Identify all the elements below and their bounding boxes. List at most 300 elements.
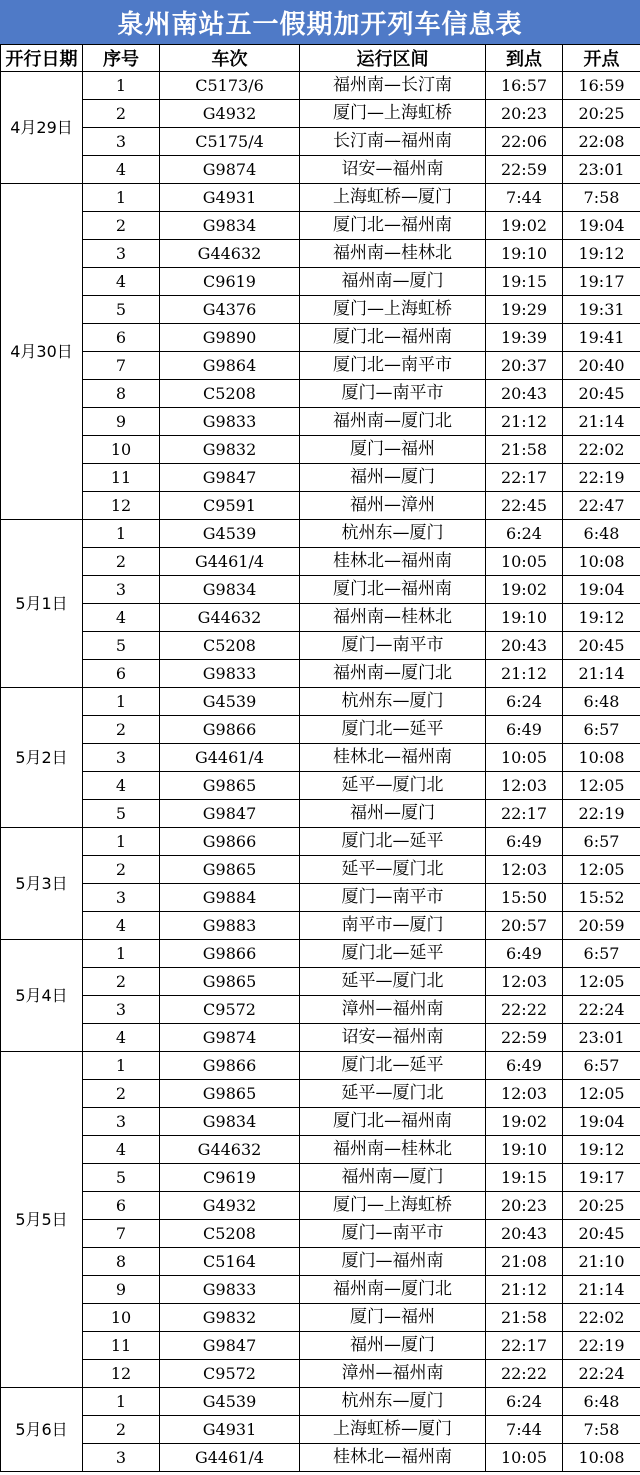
arrival-time-cell: 20:43 [486,380,563,408]
departure-time-cell: 12:05 [563,856,640,884]
route-cell: 桂林北—福州南 [300,744,486,772]
train-number-cell: G4376 [160,296,300,324]
header-route: 运行区间 [300,45,486,72]
train-number-cell: G9866 [160,716,300,744]
departure-time-cell: 21:14 [563,1276,640,1304]
route-cell: 厦门—南平市 [300,884,486,912]
departure-time-cell: 21:10 [563,1248,640,1276]
departure-time-cell: 19:12 [563,604,640,632]
train-number-cell: G9865 [160,1080,300,1108]
route-cell: 桂林北—福州南 [300,1444,486,1472]
departure-time-cell: 19:04 [563,576,640,604]
train-number-cell: G9865 [160,968,300,996]
departure-time-cell: 22:24 [563,996,640,1024]
table-row [1,156,640,184]
arrival-time-cell: 21:58 [486,436,563,464]
row-index-cell: 2 [83,1080,160,1108]
train-number-cell: G9865 [160,856,300,884]
arrival-time-cell: 22:22 [486,996,563,1024]
table-row [1,240,640,268]
table-row [1,632,640,660]
arrival-time-cell: 20:43 [486,632,563,660]
train-number-cell: G44632 [160,604,300,632]
route-cell: 福州—厦门 [300,800,486,828]
route-cell: 杭州东—厦门 [300,520,486,548]
arrival-time-cell: 20:23 [486,100,563,128]
train-schedule-table [0,44,640,1472]
route-cell: 延平—厦门北 [300,856,486,884]
route-cell: 福州—漳州 [300,492,486,520]
table-row [1,744,640,772]
header-date: 开行日期 [1,45,83,72]
departure-time-cell: 12:05 [563,1080,640,1108]
table-row [1,548,640,576]
departure-time-cell: 20:40 [563,352,640,380]
arrival-time-cell: 22:59 [486,156,563,184]
arrival-time-cell: 6:24 [486,520,563,548]
table-row [1,520,640,548]
departure-time-cell: 22:19 [563,464,640,492]
arrival-time-cell: 21:12 [486,408,563,436]
train-number-cell: G4932 [160,1192,300,1220]
travel-date-cell: 5月1日 [1,520,83,688]
train-number-cell: G4539 [160,688,300,716]
train-number-cell: G9832 [160,436,300,464]
route-cell: 福州南—桂林北 [300,1136,486,1164]
route-cell: 厦门—上海虹桥 [300,296,486,324]
row-index-cell: 4 [83,156,160,184]
route-cell: 福州—厦门 [300,1332,486,1360]
arrival-time-cell: 22:59 [486,1024,563,1052]
travel-date-cell: 5月4日 [1,940,83,1052]
route-cell: 南平市—厦门 [300,912,486,940]
departure-time-cell: 12:05 [563,772,640,800]
row-index-cell: 2 [83,968,160,996]
table-row [1,1220,640,1248]
header-train-number: 车次 [160,45,300,72]
arrival-time-cell: 21:08 [486,1248,563,1276]
departure-time-cell: 15:52 [563,884,640,912]
table-row [1,1416,640,1444]
table-body [1,72,640,1472]
route-cell: 杭州东—厦门 [300,1388,486,1416]
route-cell: 诏安—福州南 [300,156,486,184]
arrival-time-cell: 19:10 [486,604,563,632]
train-number-cell: G9833 [160,408,300,436]
row-index-cell: 12 [83,492,160,520]
departure-time-cell: 21:14 [563,408,640,436]
train-number-cell: G4461/4 [160,548,300,576]
row-index-cell: 7 [83,352,160,380]
row-index-cell: 4 [83,268,160,296]
route-cell: 福州南—厦门北 [300,1276,486,1304]
departure-time-cell: 6:57 [563,716,640,744]
table-row [1,128,640,156]
row-index-cell: 8 [83,1248,160,1276]
train-number-cell: G9866 [160,1052,300,1080]
arrival-time-cell: 22:17 [486,464,563,492]
row-index-cell: 1 [83,72,160,100]
arrival-time-cell: 19:02 [486,212,563,240]
table-row [1,1136,640,1164]
table-row [1,184,640,212]
departure-time-cell: 22:02 [563,436,640,464]
table-row [1,884,640,912]
row-index-cell: 3 [83,1108,160,1136]
row-index-cell: 11 [83,464,160,492]
route-cell: 厦门—福州 [300,1304,486,1332]
row-index-cell: 5 [83,632,160,660]
row-index-cell: 4 [83,1136,160,1164]
row-index-cell: 6 [83,660,160,688]
arrival-time-cell: 19:15 [486,1164,563,1192]
table-row [1,436,640,464]
route-cell: 厦门北—南平市 [300,352,486,380]
route-cell: 福州南—桂林北 [300,604,486,632]
departure-time-cell: 23:01 [563,1024,640,1052]
route-cell: 福州南—厦门北 [300,408,486,436]
train-number-cell: G9884 [160,884,300,912]
train-number-cell: G9847 [160,1332,300,1360]
departure-time-cell: 19:17 [563,1164,640,1192]
train-number-cell: C5175/4 [160,128,300,156]
arrival-time-cell: 6:24 [486,1388,563,1416]
table-row [1,324,640,352]
route-cell: 上海虹桥—厦门 [300,184,486,212]
route-cell: 延平—厦门北 [300,1080,486,1108]
travel-date-cell: 4月30日 [1,184,83,520]
table-row [1,296,640,324]
table-row [1,996,640,1024]
table-row [1,1276,640,1304]
departure-time-cell: 12:05 [563,968,640,996]
route-cell: 厦门北—延平 [300,828,486,856]
arrival-time-cell: 22:22 [486,1360,563,1388]
departure-time-cell: 7:58 [563,184,640,212]
row-index-cell: 2 [83,100,160,128]
train-number-cell: G4461/4 [160,1444,300,1472]
arrival-time-cell: 22:17 [486,1332,563,1360]
row-index-cell: 4 [83,604,160,632]
arrival-time-cell: 7:44 [486,184,563,212]
row-index-cell: 4 [83,1024,160,1052]
departure-time-cell: 16:59 [563,72,640,100]
route-cell: 厦门—福州南 [300,1248,486,1276]
row-index-cell: 6 [83,324,160,352]
route-cell: 厦门北—延平 [300,940,486,968]
table-row [1,1248,640,1276]
train-number-cell: G9864 [160,352,300,380]
route-cell: 诏安—福州南 [300,1024,486,1052]
arrival-time-cell: 12:03 [486,968,563,996]
row-index-cell: 11 [83,1332,160,1360]
train-number-cell: G4932 [160,100,300,128]
train-number-cell: C5173/6 [160,72,300,100]
arrival-time-cell: 20:23 [486,1192,563,1220]
train-number-cell: G44632 [160,240,300,268]
departure-time-cell: 20:25 [563,1192,640,1220]
arrival-time-cell: 10:05 [486,744,563,772]
table-row [1,464,640,492]
arrival-time-cell: 6:49 [486,1052,563,1080]
table-row [1,1304,640,1332]
route-cell: 厦门北—延平 [300,716,486,744]
departure-time-cell: 6:48 [563,688,640,716]
departure-time-cell: 7:58 [563,1416,640,1444]
table-row [1,1052,640,1080]
row-index-cell: 9 [83,1276,160,1304]
train-number-cell: G9847 [160,464,300,492]
route-cell: 漳州—福州南 [300,996,486,1024]
row-index-cell: 1 [83,828,160,856]
arrival-time-cell: 6:24 [486,688,563,716]
departure-time-cell: 22:02 [563,1304,640,1332]
train-number-cell: G9832 [160,1304,300,1332]
departure-time-cell: 22:08 [563,128,640,156]
arrival-time-cell: 20:37 [486,352,563,380]
table-row [1,576,640,604]
travel-date-cell: 5月2日 [1,688,83,828]
departure-time-cell: 22:24 [563,1360,640,1388]
train-number-cell: G4461/4 [160,744,300,772]
row-index-cell: 5 [83,296,160,324]
route-cell: 长汀南—福州南 [300,128,486,156]
route-cell: 福州南—桂林北 [300,240,486,268]
route-cell: 福州南—厦门 [300,268,486,296]
departure-time-cell: 19:04 [563,1108,640,1136]
route-cell: 福州—厦门 [300,464,486,492]
row-index-cell: 1 [83,184,160,212]
departure-time-cell: 6:57 [563,828,640,856]
route-cell: 厦门—南平市 [300,632,486,660]
departure-time-cell: 10:08 [563,744,640,772]
departure-time-cell: 19:12 [563,1136,640,1164]
route-cell: 厦门—南平市 [300,380,486,408]
train-number-cell: G9834 [160,576,300,604]
arrival-time-cell: 19:29 [486,296,563,324]
header-row [1,45,640,72]
train-number-cell: C9619 [160,1164,300,1192]
route-cell: 厦门—上海虹桥 [300,100,486,128]
departure-time-cell: 6:57 [563,940,640,968]
travel-date-cell: 5月5日 [1,1052,83,1388]
table-row [1,1444,640,1472]
header-departure: 开点 [563,45,640,72]
departure-time-cell: 6:48 [563,520,640,548]
table-row [1,408,640,436]
departure-time-cell: 20:59 [563,912,640,940]
row-index-cell: 2 [83,212,160,240]
departure-time-cell: 19:41 [563,324,640,352]
route-cell: 杭州东—厦门 [300,688,486,716]
arrival-time-cell: 12:03 [486,1080,563,1108]
row-index-cell: 12 [83,1360,160,1388]
train-number-cell: C5208 [160,632,300,660]
train-number-cell: C9619 [160,268,300,296]
route-cell: 厦门北—延平 [300,1052,486,1080]
row-index-cell: 6 [83,1192,160,1220]
departure-time-cell: 23:01 [563,156,640,184]
table-header [1,45,640,72]
table-row [1,1164,640,1192]
departure-time-cell: 19:04 [563,212,640,240]
departure-time-cell: 22:47 [563,492,640,520]
table-row [1,604,640,632]
table-row [1,352,640,380]
table-row [1,912,640,940]
arrival-time-cell: 19:10 [486,240,563,268]
arrival-time-cell: 22:45 [486,492,563,520]
train-number-cell: G9866 [160,828,300,856]
train-number-cell: G4539 [160,520,300,548]
route-cell: 延平—厦门北 [300,968,486,996]
row-index-cell: 3 [83,1444,160,1472]
table-row [1,1332,640,1360]
table-row [1,660,640,688]
table-row [1,72,640,100]
train-number-cell: C5208 [160,1220,300,1248]
arrival-time-cell: 6:49 [486,940,563,968]
train-number-cell: G44632 [160,1136,300,1164]
table-row [1,380,640,408]
departure-time-cell: 20:45 [563,632,640,660]
route-cell: 厦门北—福州南 [300,212,486,240]
route-cell: 福州南—厦门北 [300,660,486,688]
train-number-cell: C5164 [160,1248,300,1276]
arrival-time-cell: 21:58 [486,1304,563,1332]
route-cell: 福州南—厦门 [300,1164,486,1192]
row-index-cell: 8 [83,380,160,408]
row-index-cell: 10 [83,436,160,464]
train-number-cell: G9865 [160,772,300,800]
row-index-cell: 4 [83,772,160,800]
train-number-cell: C9572 [160,996,300,1024]
row-index-cell: 7 [83,1220,160,1248]
header-arrival: 到点 [486,45,563,72]
row-index-cell: 3 [83,884,160,912]
departure-time-cell: 20:45 [563,380,640,408]
table-row [1,772,640,800]
arrival-time-cell: 6:49 [486,828,563,856]
train-number-cell: G9874 [160,1024,300,1052]
arrival-time-cell: 21:12 [486,1276,563,1304]
route-cell: 厦门—上海虹桥 [300,1192,486,1220]
row-index-cell: 4 [83,912,160,940]
table-row [1,968,640,996]
route-cell: 厦门—南平市 [300,1220,486,1248]
table-row [1,688,640,716]
row-index-cell: 9 [83,408,160,436]
table-row [1,1192,640,1220]
arrival-time-cell: 16:57 [486,72,563,100]
row-index-cell: 1 [83,1388,160,1416]
departure-time-cell: 19:17 [563,268,640,296]
arrival-time-cell: 21:12 [486,660,563,688]
departure-time-cell: 6:57 [563,1052,640,1080]
row-index-cell: 10 [83,1304,160,1332]
arrival-time-cell: 12:03 [486,856,563,884]
arrival-time-cell: 6:49 [486,716,563,744]
table-title: 泉州南站五一假期加开列车信息表 [0,0,640,44]
row-index-cell: 3 [83,996,160,1024]
row-index-cell: 1 [83,688,160,716]
arrival-time-cell: 19:02 [486,1108,563,1136]
table-row [1,212,640,240]
train-number-cell: G4931 [160,184,300,212]
arrival-time-cell: 15:50 [486,884,563,912]
route-cell: 厦门北—福州南 [300,324,486,352]
table-row [1,1108,640,1136]
table-row [1,1080,640,1108]
departure-time-cell: 22:19 [563,800,640,828]
table-row [1,856,640,884]
table-row [1,828,640,856]
train-number-cell: C5208 [160,380,300,408]
arrival-time-cell: 19:39 [486,324,563,352]
table-row [1,1024,640,1052]
row-index-cell: 1 [83,520,160,548]
row-index-cell: 1 [83,1052,160,1080]
train-number-cell: G9866 [160,940,300,968]
table-row [1,492,640,520]
route-cell: 上海虹桥—厦门 [300,1416,486,1444]
arrival-time-cell: 19:02 [486,576,563,604]
arrival-time-cell: 20:43 [486,1220,563,1248]
train-number-cell: G4931 [160,1416,300,1444]
travel-date-cell: 4月29日 [1,72,83,184]
train-number-cell: C9572 [160,1360,300,1388]
departure-time-cell: 19:12 [563,240,640,268]
arrival-time-cell: 19:10 [486,1136,563,1164]
departure-time-cell: 10:08 [563,1444,640,1472]
departure-time-cell: 20:25 [563,100,640,128]
arrival-time-cell: 19:15 [486,268,563,296]
table-row [1,800,640,828]
arrival-time-cell: 10:05 [486,1444,563,1472]
route-cell: 福州南—长汀南 [300,72,486,100]
arrival-time-cell: 22:06 [486,128,563,156]
train-number-cell: G9834 [160,1108,300,1136]
train-number-cell: G9874 [160,156,300,184]
row-index-cell: 1 [83,940,160,968]
table-row [1,100,640,128]
route-cell: 厦门北—福州南 [300,1108,486,1136]
train-number-cell: G9890 [160,324,300,352]
arrival-time-cell: 22:17 [486,800,563,828]
route-cell: 厦门北—福州南 [300,576,486,604]
train-number-cell: G9834 [160,212,300,240]
departure-time-cell: 10:08 [563,548,640,576]
table-row [1,268,640,296]
row-index-cell: 3 [83,576,160,604]
train-number-cell: G9883 [160,912,300,940]
travel-date-cell: 5月6日 [1,1388,83,1472]
row-index-cell: 2 [83,1416,160,1444]
header-index: 序号 [83,45,160,72]
departure-time-cell: 6:48 [563,1388,640,1416]
train-number-cell: C9591 [160,492,300,520]
row-index-cell: 2 [83,716,160,744]
departure-time-cell: 19:31 [563,296,640,324]
departure-time-cell: 22:19 [563,1332,640,1360]
row-index-cell: 3 [83,744,160,772]
arrival-time-cell: 12:03 [486,772,563,800]
route-cell: 桂林北—福州南 [300,548,486,576]
departure-time-cell: 20:45 [563,1220,640,1248]
table-row [1,1388,640,1416]
train-number-cell: G4539 [160,1388,300,1416]
row-index-cell: 3 [83,128,160,156]
